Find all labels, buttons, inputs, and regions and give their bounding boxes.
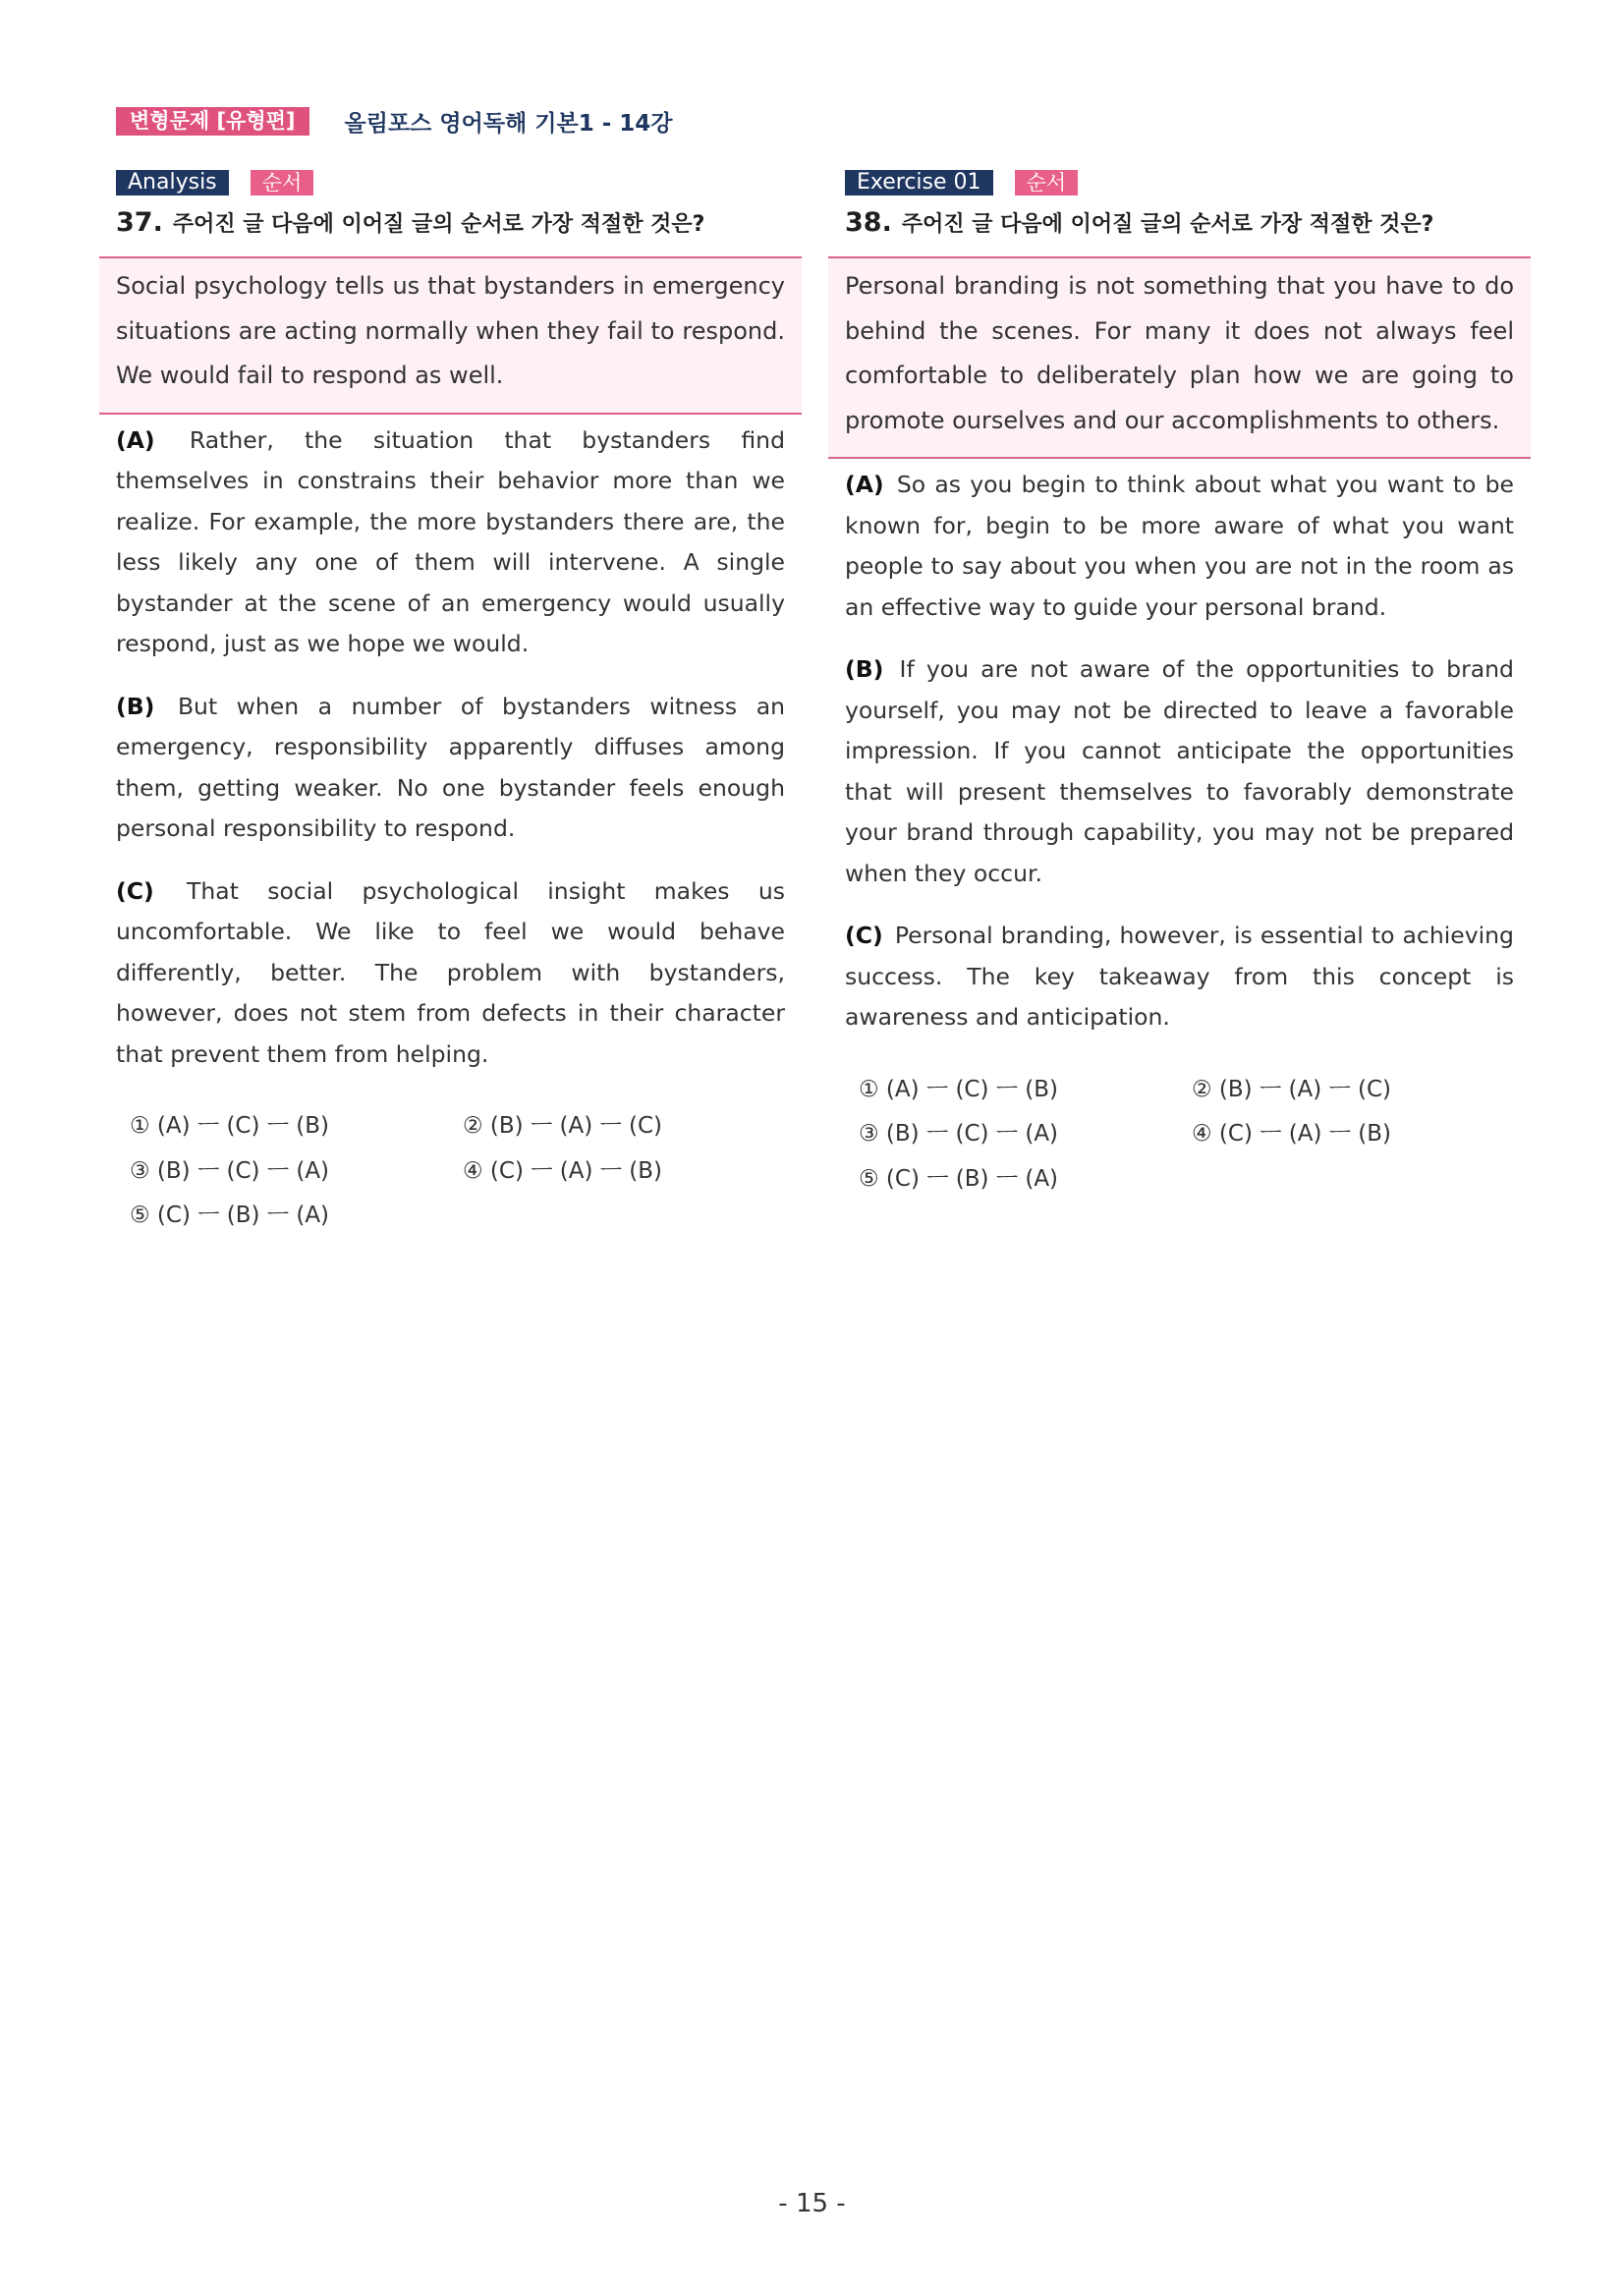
type-tag: 순서	[251, 170, 314, 196]
question-text: 주어진 글 다음에 이어질 글의 순서로 가장 적절한 것은?	[901, 212, 1434, 237]
choice-2[interactable]: ② (B) ㅡ (A) ㅡ (C)	[463, 1113, 663, 1139]
question-number: 38.	[845, 207, 892, 238]
paragraph-label: (A)	[845, 471, 884, 498]
choice-4[interactable]: ④ (C) ㅡ (A) ㅡ (B)	[463, 1157, 663, 1184]
paragraph-c	[845, 916, 1514, 1038]
choice-1[interactable]: ① (A) ㅡ (C) ㅡ (B)	[859, 1076, 1059, 1102]
label-row	[99, 170, 802, 196]
page-number: - 15 -	[778, 2189, 846, 2218]
choice-3[interactable]: ③ (B) ㅡ (C) ㅡ (A)	[130, 1157, 330, 1184]
question-37	[99, 170, 802, 1239]
passage-paragraphs	[99, 415, 802, 1076]
page-header	[116, 106, 673, 136]
type-tag: 순서	[1015, 170, 1079, 196]
choice-row	[130, 1149, 802, 1195]
label-row	[828, 170, 1531, 196]
choice-row	[130, 1104, 802, 1149]
paragraph-text: But when a number of bystanders witness an emergency, responsibility apparently diffuses among them, getting weaker. No one bystander feels enough personal responsibility to respond.	[116, 692, 785, 842]
paragraph-label: (B)	[116, 692, 155, 720]
paragraph-b	[845, 649, 1514, 894]
section-label: Analysis	[116, 170, 229, 196]
paragraph-label: (C)	[116, 876, 154, 905]
question-38	[828, 170, 1531, 1202]
question-prompt	[828, 205, 1531, 241]
passage-paragraphs	[828, 459, 1531, 1038]
choice-row	[859, 1068, 1531, 1113]
choice-4[interactable]: ④ (C) ㅡ (A) ㅡ (B)	[1192, 1121, 1392, 1147]
paragraph-label: (C)	[845, 922, 883, 949]
question-prompt	[99, 205, 802, 241]
given-passage: Social psychology tells us that bystanders in emergency situations are acting normally when they fail to respond. We would fail to respond as well.	[99, 256, 802, 415]
paragraph-a	[845, 465, 1514, 628]
given-passage: Personal branding is not something that you have to do behind the scenes. For many it does not always feel comfortable to deliberately plan how we are going to promote ourselves and our accomplishments to others.	[828, 256, 1531, 459]
choice-3[interactable]: ③ (B) ㅡ (C) ㅡ (A)	[859, 1121, 1059, 1147]
question-text: 주어진 글 다음에 이어질 글의 순서로 가장 적절한 것은?	[172, 212, 705, 237]
paragraph-label: (B)	[845, 655, 884, 683]
header-title: 올림포스 영어독해 기본1 - 14강	[344, 110, 673, 137]
choice-row	[130, 1194, 802, 1239]
paragraph-text: Rather, the situation that bystanders find themselves in constrains their behavior more than we realize. For example, the more bystanders there are, the less likely any one of them will intervene. A single bystander at the scene of an emergency would usually respond, just as we hope we would.	[116, 425, 785, 657]
paragraph-text: So as you begin to think about what you want to be known for, begin to be more aware of what you want people to say about you when you are not in the room as an effective way to guide your personal brand.	[845, 471, 1514, 621]
paragraph-text: Personal branding, however, is essential to achieving success. The key takeaway from this concept is awareness and anticipation.	[845, 922, 1514, 1031]
paragraph-text: If you are not aware of the opportunities to brand yourself, you may not be directed to leave a favorable impression. If you cannot anticipate the opportunities that will present themselves to favorably demonstrate your brand through capability, you may not be prepared when they occur.	[845, 655, 1514, 887]
choice-2[interactable]: ② (B) ㅡ (A) ㅡ (C)	[1192, 1076, 1392, 1102]
answer-choices	[828, 1068, 1531, 1203]
paragraph-b	[116, 687, 785, 850]
variant-tag: 변형문제 [유형편]	[116, 107, 309, 136]
paragraph-c	[116, 871, 785, 1076]
choice-row	[859, 1112, 1531, 1157]
paragraph-label: (A)	[116, 425, 155, 454]
choice-5[interactable]: ⑤ (C) ㅡ (B) ㅡ (A)	[130, 1203, 330, 1228]
paragraph-a	[116, 420, 785, 665]
question-number: 37.	[116, 207, 163, 238]
section-label: Exercise 01	[845, 170, 993, 196]
answer-choices	[99, 1104, 802, 1239]
paragraph-text: That social psychological insight makes us uncomfortable. We like to feel we would behave differently, better. The problem with bystanders, however, does not stem from defects in their character that prevent them from helping.	[116, 876, 785, 1068]
choice-5[interactable]: ⑤ (C) ㅡ (B) ㅡ (A)	[859, 1165, 1059, 1192]
choice-1[interactable]: ① (A) ㅡ (C) ㅡ (B)	[130, 1113, 330, 1139]
choice-row	[859, 1157, 1531, 1203]
